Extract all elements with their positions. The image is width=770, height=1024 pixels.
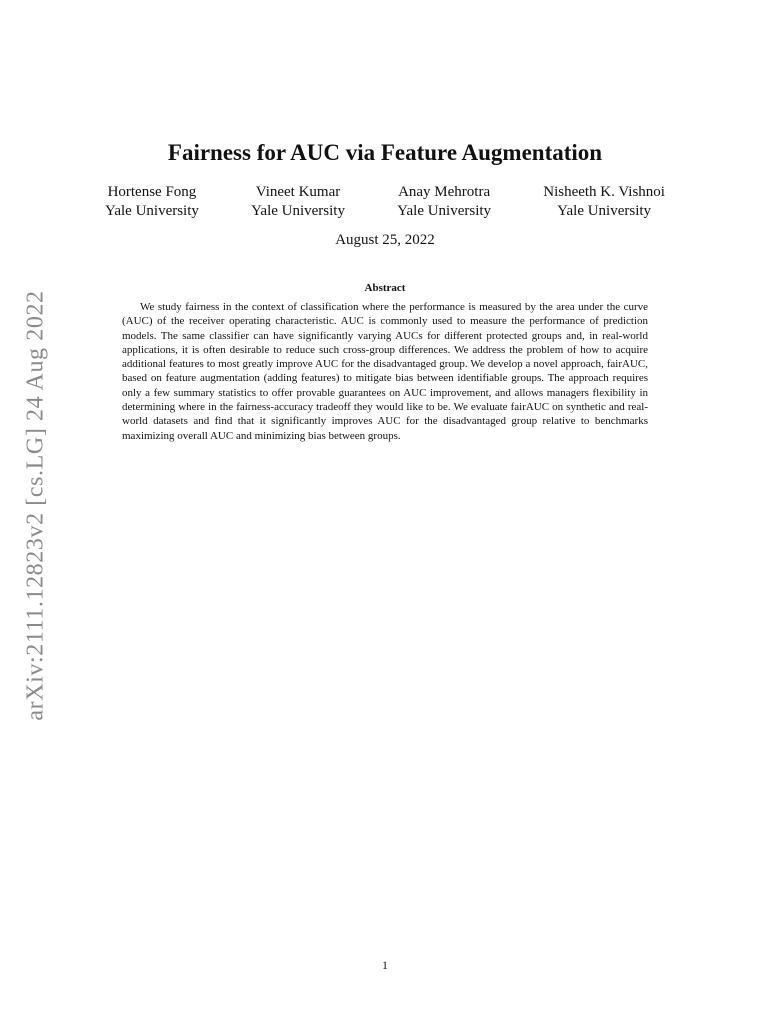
author-block [251,183,345,221]
paper-title: Fairness for AUC via Feature Augmentation [167,140,603,165]
author-affiliation: Yale University [105,203,199,219]
arxiv-identifier-stamp [16,270,56,740]
page-number: 1 [382,958,388,972]
author-list [105,183,665,221]
author-block [543,183,665,221]
abstract-heading: Abstract [364,282,406,294]
author-name: Hortense Fong [107,184,197,200]
author-name: Nisheeth K. Vishnoi [543,184,665,200]
author-block [397,183,491,221]
arxiv-identifier-text: arXiv:2111.12823v2 [cs.LG] 24 Aug 2022 [22,289,49,721]
author-affiliation: Yale University [397,203,492,219]
author-affiliation: Yale University [251,203,345,219]
author-block [105,183,199,221]
paper-date: August 25, 2022 [335,232,435,248]
abstract-body: We study fairness in the context of classification where the performance is measured by the area under the curve (AUC) of the receiver operating characteristic. AUC is commonly used to measure the performance of prediction models. The same classifier can have significantly varying AUCs for different protected groups and, in real-world applications, it is often desirable to reduce such cross-group differences. We address the problem of how to acquire additional features to most greatly improve AUC for the disadvantaged group. We develop a novel approach, fairAUC, based on feature augmentation (adding features) to mitigate bias between identifiable groups. The approach requires only a few summary statistics to offer provable guarantees on AUC improvement, and allows managers flexibility in determining where in the fairness-accuracy tradeoff they would like to be. We evaluate fairAUC on synthetic and real-world datasets and find that it significantly improves AUC for the disadvantaged group relative to benchmarks maximizing overall AUC and minimizing bias between groups. [122,301,648,442]
author-affiliation: Yale University [557,203,652,219]
author-name: Anay Mehrotra [398,184,491,200]
author-name: Vineet Kumar [255,184,341,200]
